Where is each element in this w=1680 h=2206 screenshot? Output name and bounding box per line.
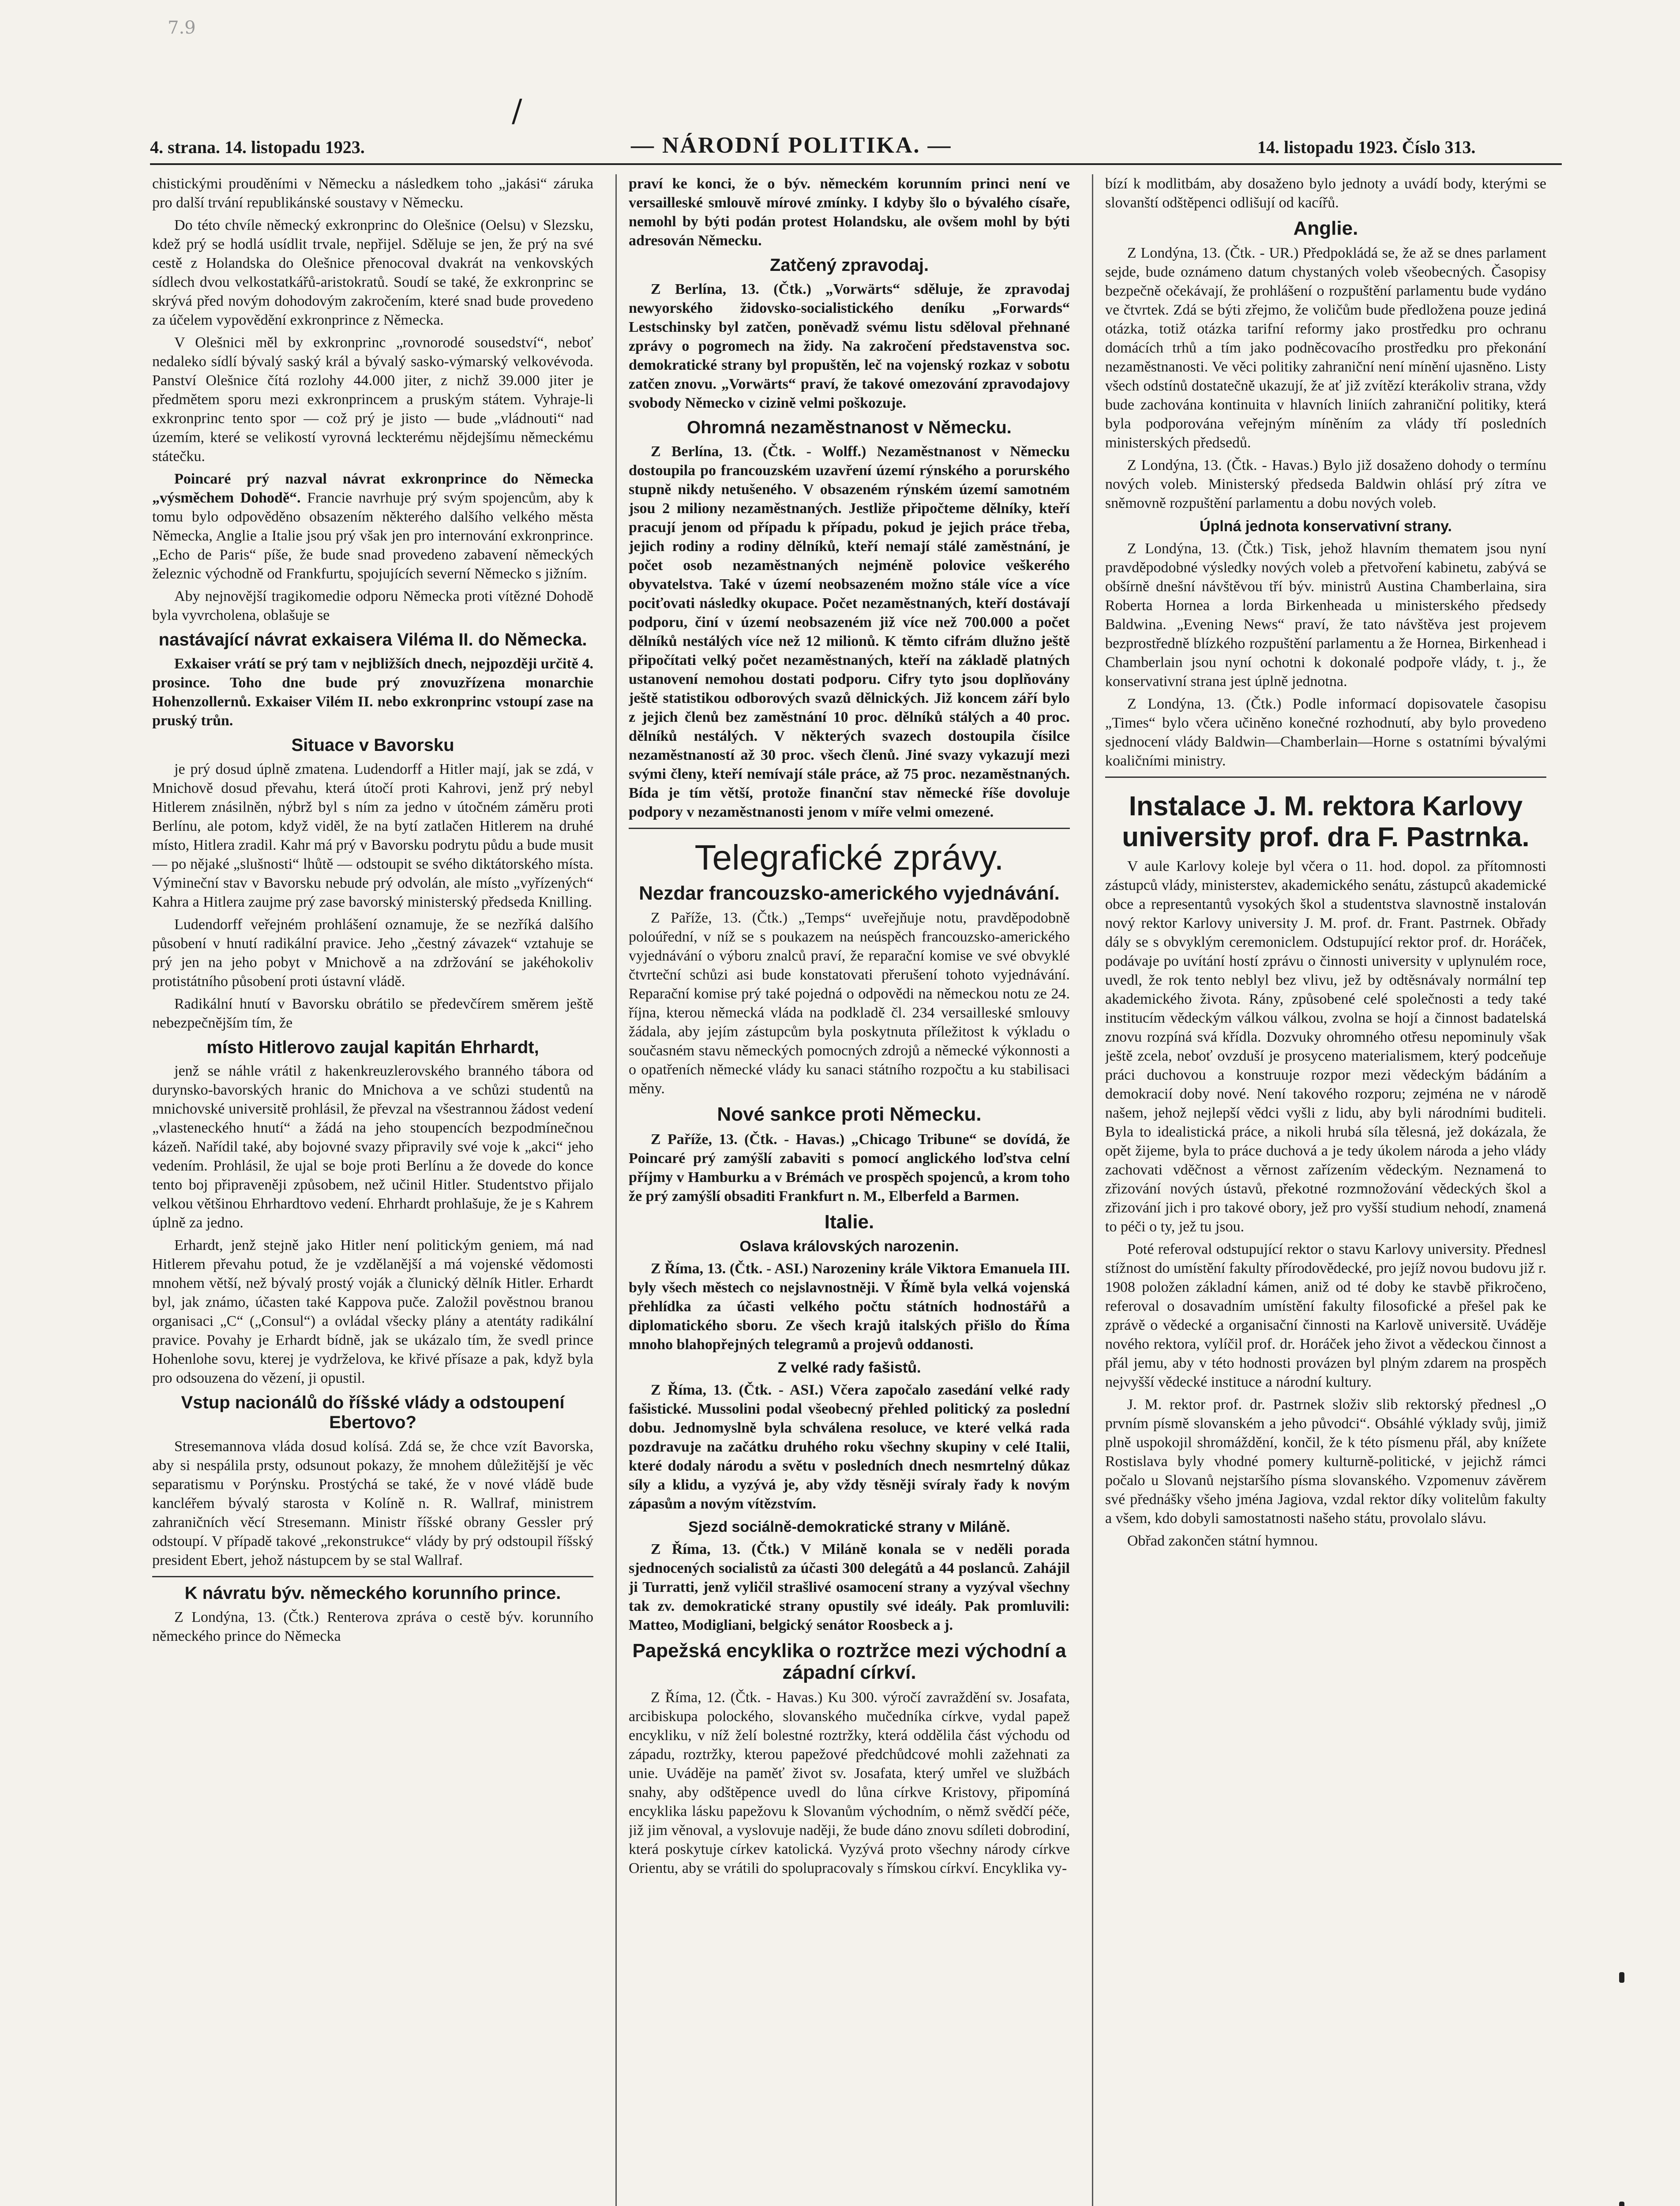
header-issue-number: 14. listopadu 1923. Číslo 313. [1257, 137, 1476, 157]
paragraph: Z Říma, 12. (Čtk. - Havas.) Ku 300. výročí zavraždění sv. Josafata, arcibiskupa polockého, slovanského mučedníka církve, vydal papež encykliku, v níž želí bolestné roztržky, která oddělila část východu od západu, roztržky, kterou papežové předchůdcové mohli zažehnati za unie. Uváděje na paměť život sv. Josafata, který umřel ve službách snahy, aby odštěpence uvedl do lůna církve Kristovy, připomíná encyklika lásku papežovu k Slovanům východním, o němž svědčí péče, již jim věnoval, a vyslovuje naději, že bude dáno znovu sdíleti dobrodiní, která poskytuje církev katolická. Vyzývá proto všechny národy církve Orientu, aby se vrátili do spolupracovaly s římskou církví. Encyklika vy- [629, 1689, 1070, 1876]
headline-crown-prince: K návratu býv. německého korunního prince. [184, 1583, 561, 1603]
paragraph: V Olešnici měl by exkronprinc „rovnorodé sousedství“, neboť nedaleko sídlí bývalý saský král a bývalý sasko-výmarský velkovévoda. Panství Olešnice čítá rozlohy 44.000 jiter, z nichž 39.000 jiter je předmětem sporu mezi exkronprincem a pruským státem. Vyhraje-li exkronprinc tento spor — což prý je jisto — bude „vládnouti“ nad územím, které se velikostí vyrovná leckterému nějdejšímu německému státečku. [152, 334, 593, 465]
headline-england: Anglie. [1293, 218, 1358, 239]
paragraph: Z Berlína, 13. (Čtk. - Wolff.) Nezaměstnanost v Německu dostoupila po francouzském uzavření území rýnského a porurského stupně nikdy netušeného. V obsazeném rýnském území samotném jsou 2 miliony nezaměstnaných. Jestliže připočteme dělníky, kteří pracují jenom od případu k případu, pokud je jejich práce třeba, jejich rodiny a rodiny dělníků, kteří nemají stálé zaměstnání, je počet osob nezaměstnaných nejméně polovice veškerého obyvatelstva. Také v území neobsazeném možno stále více a více pociťovati následky okupace. Počet nezaměstnaných, kteří dostávají podporu, činí v území neobsazeném již více než 700.000 a počet dělníků nestálých více než 12 milionů. K těmto cifrám dlužno ještě připočítati velký počet nezaměstnaných, kteří na základě platných ustanovení nemohou dostati podporu. Cifry tyto jsou doplňovány ještě statistikou odborových svazů dělnických. Již koncem září bylo z jejich členů bez zaměstnání 10 proc. dělníků stálých a 40 proc. dělníků nestálých. V některých svazech dostoupila čísilce nezaměstnaností až 30 proc. všech členů. Jiné svazy vykazují mezi svými členy, kteří nemívají stále práce, až 75 proc. nezaměstnaných. Bída je tím větší, protože finanční stav německé říše dovoluje podpory v nezaměstnanosti jenom v míře velmi omezené. [629, 443, 1070, 820]
paragraph: Z Londýna, 13. (Čtk. - Havas.) Bylo již dosaženo dohody o termínu nových voleb. Ministerský předseda Baldwin ohlásí prý zítra ve sněmovně rozpuštění parlamentu a dobu nových voleb. [1105, 457, 1546, 512]
ink-spot [1619, 1972, 1624, 1983]
paragraph: Z Paříže, 13. (Čtk. - Havas.) „Chicago Tribune“ se dovídá, že Poincaré prý zamýšlí zabaviti s pomocí anglického loďstva celní příjmy v Hamburku a v Brémách ve prospěch spojenců, a krom toho že prý zamýšlí obsaditi Frankfurt n. M., Elberfeld a Barmen. [629, 1131, 1070, 1204]
paragraph: Obřad zakončen státní hymnou. [1127, 1533, 1318, 1549]
section-rule [629, 828, 1070, 829]
paragraph: Z Londýna, 13. (Čtk.) Renterova zpráva o cestě býv. korunního německého prince do Německa [152, 1609, 593, 1644]
column-divider [1092, 174, 1093, 2206]
paragraph: Z Říma, 13. (Čtk. - ASI.) Včera započalo zasedání velké rady fašistické. Mussolini podal všeobecný přehled politický za poslední dobu. Jednomyslně byla schválena resoluce, ve které velká rada pozdravuje na začátku druhého roku všechny skupiny v celé Italii, které dodaly národu a světu v posledních dnech nesmrtelný důkaz síly a klidu, a vyzývá je, aby vždy těsněji svíraly řady k novým zápasům a novým vítězstvím. [629, 1382, 1070, 1512]
headline-ehrhardt: místo Hitlerovo zaujal kapitán Ehrhardt, [206, 1037, 539, 1057]
paragraph: J. M. rektor prof. dr. Pastrnek složiv slib rektorský přednesl „O prvním písmě slovanském a jeho původci“. Obsáhlé výklady svůj, jimiž plně uspokojil shromáždění, končil, že k této písmenu přál, aby knížete Rostislava byly vhodné pomery kulturně-politické, v jejichž rámci počalo u Slovanů nejstaršího písma slovanského. Vzpomenuv závěrem své přednášky všeho jména Jagiova, vzdal rektor díky volitelům fakulty a všem, kdo dobyli samostatnosti našeho státu, provolalo slávu. [1105, 1396, 1546, 1527]
headline-nationalists: Vstup nacionálů do říšské vlády a odstoupení Ebertovo? [181, 1393, 565, 1433]
paragraph-text: Francie navrhuje prý svým spojencům, aby k tomu bylo odpověděno obsazením některého dalšího velkého města Německa, Anglie a Italie jsou prý však jen pro internování exkronprince. „Echo de Paris“ píše, že bude snad provedeno zabavení německých železnic východně od Frankfurtu, spojujících severní Německo s jižním. [152, 490, 593, 582]
subhead-social-democrats: Sjezd sociálně-demokratické strany v Miláně. [688, 1519, 1010, 1536]
paragraph: Z Paříže, 13. (Čtk.) „Temps“ uveřejňuje notu, pravděpodobně poloúřední, v níž se s poukazem na neúspěch francouzsko-amerického vyjednávání o výboru znalců praví, že reparační komise ve své obvyklé čtvrteční schůzi asi bude konstatovati přerušení tohoto vyjednávání. Reparační komise prý také pojedná o odpovědi na německou notu ze 24. října, kterou německá vláda na podkladě čl. 234 versailleské smlouvy žádala, aby jejím zástupcům byla poskytnuta příležitost k výkladu o současném stavu německých pomocných zdrojů a německé výkonnosti a o opatřeních německé vlády ku sanaci státního rozpočtu a ku stabilisaci měny. [629, 910, 1070, 1097]
paragraph: Z Berlína, 13. (Čtk.) „Vorwärts“ sděluje, že zpravodaj newyorského židovsko-socialistického deníku „Forwards“ Lestschinsky byl zatčen, poněvadž svému listu sděloval přehnané zprávy o pogromech na židy. Na zakročení představenstva soc. demokratické strany byl propuštěn, leč na vojenský rozkaz v sobotu zatčen znovu. „Vorwärts“ praví, že takové omezování zpravodajovy svobody Německo v cizině velmi poškozuje. [629, 281, 1070, 411]
paragraph: bízí k modlitbám, aby dosaženo bylo jednoty a uvádí body, kterými se slovanští odštěpenci odlišují od kacířů. [1105, 176, 1546, 211]
paragraph [152, 469, 593, 583]
headline-unemployment: Ohromná nezaměstnanost v Německu. [687, 417, 1012, 437]
pencil-mark: / [512, 93, 522, 129]
paragraph: Ludendorff veřejném prohlášení oznamuje, že se nezříká dalšího působení v hnutí radikální pravice. Jeho „čestný závazek“ vztahuje se prý jen na jeho pobyt v Mnichově a na zdržování se jakéhokoliv protistátního působení proti ústavní vládě. [152, 916, 593, 990]
column-divider [615, 174, 617, 2206]
paragraph: Z Londýna, 13. (Čtk.) Podle informací dopisovatele časopisu „Times“ bylo včera učiněno konečné rozhodnutí, aby bylo provedeno sjednocení vlády Baldwin—Chamberlain—Horne s ostatními bývalými koaličními ministry. [1105, 696, 1546, 769]
paragraph: Stresemannova vláda dosud kolísá. Zdá se, že chce vzít Bavorska, aby si nespálila prsty, odsunout pokazy, že mnohem důležitější je věc separatismu v Porýnsku. Prostýchá se také, že v nové vládě bude kancléřem bývalý starosta v Kolíně n. R. Wallraf, ministrem zahraničních věcí Stresemann. Ministr říšské obrany Gessler prý odstoupí. V případě takové „rekonstrukce“ vlády by prý odstoupil říšský president Ebert, jehož nástupcem by se stal Wallraf. [152, 1438, 593, 1568]
headline-bavaria: Situace v Bavorsku [291, 735, 454, 755]
headline-kaiser-return: nastávající návrat exkaisera Viléma II. do Německa. [158, 630, 587, 649]
paragraph: Aby nejnovější tragikomedie odporu Německa proti vítězné Dohodě byla vyvrcholena, oblašuje se [152, 588, 593, 623]
section-title-telegraph: Telegrafické zprávy. [694, 837, 1004, 877]
paragraph: Radikální hnutí v Bavorsku obrátilo se předevčírem směrem ještě nebezpečnějším tím, že [152, 995, 593, 1031]
paragraph: jenž se náhle vrátil z hakenkreuzlerovského branného tábora od durynsko-bavorských hranic do Mnichova a ve schůzi studentů na mnichovské universitě prohlásil, že převzal na všestrannou žádost vedení „vlasteneckého hnutí“ a žádá na jeho stoupencích bezpodmínečnou kázeň. Nařídil také, aby bojovné svazy připravily své voje k „akci“ jeho vedením. Prohlásil, že ujal se boje proti Berlínu a že dovede do konce tento boj připraveněji způsobem, než učinil Hitler. Studentstvo přijalo velkou většinou Ehrhardtovo vedení. Ehrhardt prohlašuje, že je s Kahrem úplně za jedno. [152, 1063, 593, 1231]
subhead-fascist-council: Z velké rady fašistů. [777, 1359, 921, 1377]
subhead-conservative-unity: Úplná jednota konservativní strany. [1200, 518, 1452, 535]
column-1 [152, 174, 593, 2206]
paragraph: Z Říma, 13. (Čtk. - ASI.) Narozeniny krále Viktora Emanuela III. byly všech městech co nejslavnostněji. V Římě byla velká vojenská přehlídka za účasti velkého počtu státních hodnostářů a diplomatického sboru. Ze všech krajů italských přišlo do Říma mnoho blahopřejných telegramů a projevů oddanosti. [629, 1261, 1070, 1353]
headline-french-american: Nezdar francouzsko-amerického vyjednávání. [639, 882, 1060, 904]
headline-rector-installation: Instalace J. M. rektora Karlovy university prof. dra F. Pastrnka. [1122, 791, 1530, 852]
headline-italy: Italie. [824, 1211, 874, 1233]
masthead: — NÁRODNÍ POLITIKA. — [631, 133, 952, 158]
corner-scribble: 7.9 [168, 18, 196, 38]
ink-spot [1619, 2202, 1624, 2206]
column-3 [1105, 174, 1546, 2206]
paragraph: chistickými prouděními v Německu a následkem toho „jakási“ záruka pro další trvání republikánské soustavy v Německu. [152, 176, 593, 211]
paragraph: Z Londýna, 13. (Čtk.) Tisk, jehož hlavním thematem jsou nyní pravděpodobné výsledky nových voleb a přetvoření kabinetu, zabývá se obšírně dnešní návštěvou tří býv. ministrů Austina Chamberlaina, sira Roberta Hornea a lorda Birkenheada u ministerského předsedy Baldwina. „Evening News“ praví, že tato návštěva jest projevem bezprostředně blízkého rozpuštění parlamentu a že Hornea, Birkenhead i Chamberlain jsou nyní ochotni k dokonalé podpoře vlády, t. j., že konservativní strana jest úplně jednotna. [1105, 540, 1546, 690]
paragraph: Exkaiser vrátí se prý tam v nejbližších dnech, nejpozději určitě 4. prosince. Toho dne bude prý znovuzřízena monarchie Hohenzollernů. Exkaiser Vilém II. nebo exkronprinc vstoupí zase na pruský trůn. [152, 655, 593, 729]
headline-arrested-reporter: Zatčený zpravodaj. [769, 255, 929, 275]
paragraph: je prý dosud úplně zmatena. Ludendorff a Hitler mají, jak se zdá, v Mnichově dosud převahu, která útočí proti Kahrovi, jenž prý nebyl Hitlerem znásilněn, nýbrž byl s ním za jedno v útočném záměru proti Berlínu, ale potom, když viděl, že na bytí zatlačen Hitlerem na druhé místo, Hitlera zradil. Kahr má prý v Bavorsku podrytu půdu a bude musit — po nějaké „slušnosti“ lhůtě — odstoupit se svého diktátorského místa. Výmineční stav v Bavorsku nebude prý odvolán, ale místo „vyřízených“ Kahra a Hitlera zaujme prý zase bavorský ministerský předseda Knilling. [152, 761, 593, 910]
page-header [150, 132, 1562, 168]
paragraph: Poté referoval odstupující rektor o stavu Karlovy university. Přednesl stížnost do umístění fakulty přírodovědecké, pro jejíž novou budovu již r. 1908 položen základní kámen, aniž od té doby ke stavbě přikročeno, referoval o dosavadním umístění fakulty filosofické a přešel pak ke zprávě o vědecké a organisační činnosti na Karlově universitě. Uváděje nového rektora, vylíčil prof. dr. Horáček jeho život a vědeckou činnost a přál jemu, aby v této hodnosti provázen byl plným zdarem na prospěch nejvyšší vědecké instituce a národní kultury. [1105, 1241, 1546, 1391]
header-page-date: 4. strana. 14. listopadu 1923. [150, 137, 365, 157]
bold-lead: Poincaré prý nazval návrat exkronprince do Německa „výsměchem Dohodě“. [152, 471, 593, 506]
header-rule [150, 163, 1562, 165]
paragraph: praví ke konci, že o býv. německém korunním princi není ve versailleské smlouvě mírové zmínky. I kdyby šlo o bývalého císaře, nemohl by býti podán protest Holandsku, ale ovšem mohl by býti adresován Německu. [629, 176, 1070, 249]
headline-papal-encyclical: Papežská encyklika o roztržce mezi východní a západní církví. [632, 1640, 1066, 1684]
section-rule [1105, 777, 1546, 778]
headline-sanctions: Nové sankce proti Německu. [717, 1103, 982, 1126]
paragraph: Z Londýna, 13. (Čtk. - UR.) Předpokládá se, že až se dnes parlament sejde, bude oznámeno datum chystaných voleb všeobecných. Časopisy bezpečně očekávají, že prohlášení o rozpuštění parlamentu bude vydáno ve čtvrtek. Zdá se býti zřejmo, že voličům bude předložena pouze jediná otázka, totiž otázka tarifní reformy jako prostředku pro ochranu domácích trhů a tím jako podněcovacího prostředku pro překonání nezaměstnanosti. Ve věci politiky zahraniční není mínění ujasněno. Listy všech odstínů dostatečně ukazují, že ať již zvítězí kterákoliv strana, vždy bude zachována kontinuita v hlavních liniích zahraniční politiky, která byla podporována veřejným míněním za vlády tří posledních ministerských předsedů. [1105, 245, 1546, 451]
paragraph: Erhardt, jenž stejně jako Hitler není politickým geniem, má nad Hitlerem převahu potud, že je vzdělanější a má vojenské vědomosti mnohem větší, než bývalý prostý voják a člunický dělník Hitler. Erhardt byl, jak známo, účasten také Kappova puče. Založil pověstnou branou organisaci „C“ („Consul“) a ovládal všecky plány a atentáty radikální pravice. Povahy je Erhardt bídně, jak se ukázalo tím, že svedl prince Hohenlohe sovu, kterej je vydrželova, ke křivé přísaze a pak, když byla pro odsouzena do vězení, ji opustil. [152, 1237, 593, 1387]
paragraph: Do této chvíle německý exkronprinc do Olešnice (Oelsu) v Slezsku, kdež prý se hodlá usídlit trvale, nepřijel. Sděluje se jen, že prý na své cestě z Holandska do Olešnice přenocoval dvakrát na venkovských sídlech dvou velkostatkářů-aristokratů. Soudí se také, že exkronprinc se skrývá před novým dohodovým zakročením, které snad bude provedeno za účelem vypovědění exkronprince z Německa. [152, 217, 593, 328]
section-rule [152, 1576, 593, 1577]
column-2 [629, 174, 1070, 2206]
subhead-royal-birthday: Oslava královských narozenin. [739, 1238, 959, 1255]
paragraph: V aule Karlovy koleje byl včera o 11. hod. dopol. za přítomnosti zástupců vlády, ministerstev, akademického senátu, zástupců akademické obce a representantů vysokých škol a studentstva slavnostně instalován nový rektor Karlovy university J. M. prof. dr. Frant. Pastrnek. Obřady dály se s obvyklým ceremoniclem. Odstupující rektor prof. dr. Horáček, podávaje po uvítání hostí zprávu o činnosti university v uplynulém roce, uvedl, že rok tento neblyl bez vlivu, jež by odtěsnávaly normální tep akademického života. Rány, způsobené celé společnosti a tedy také institucím vědeckým válkou válkou, zvolna se hojí a činnost badatelská znovu rozpíná svá křídla. Dozvuky ohromného otřesu nepominuly však ještě zcela, neboť ovzduší je prosyceno materialismem, který podceňuje práci duchovou a konstruuje rozpor mezi vědeckým bádáním a demokracií doby nové. Není takového rozporu; zejména ne v národě našem, jehož nejlepší vědci vyšli z lidu, aby byli národními buditeli. Byla to idealistická práce, a nikoli hrubá síla tělesná, jež dokázala, že opět žijeme, byla to práce duchová a je tedy úkolem národa a jeho vlády zachovati vděčnost a věrnost zařízením vědeckým. Neznamená to zřizování nových ústavů, překotné rozmnožování vědeckých škol a zřizování jich i pro takové obory, jež pro vyšší studium nehodí, znamená to péči o ty, jež tu jsou. [1105, 858, 1546, 1235]
paragraph: Z Říma, 13. (Čtk.) V Miláně konala se v neděli porada sjednocených socialistů za účasti 300 delegátů a 44 poslanců. Zahájil ji Turratti, jenž vyličil strašlivé osamocení strany a vyzýval všechny tak zv. demokratické strany opustily své ideály. Pak promluvili: Matteo, Modigliani, belgický senátor Roosbeck a j. [629, 1541, 1070, 1634]
